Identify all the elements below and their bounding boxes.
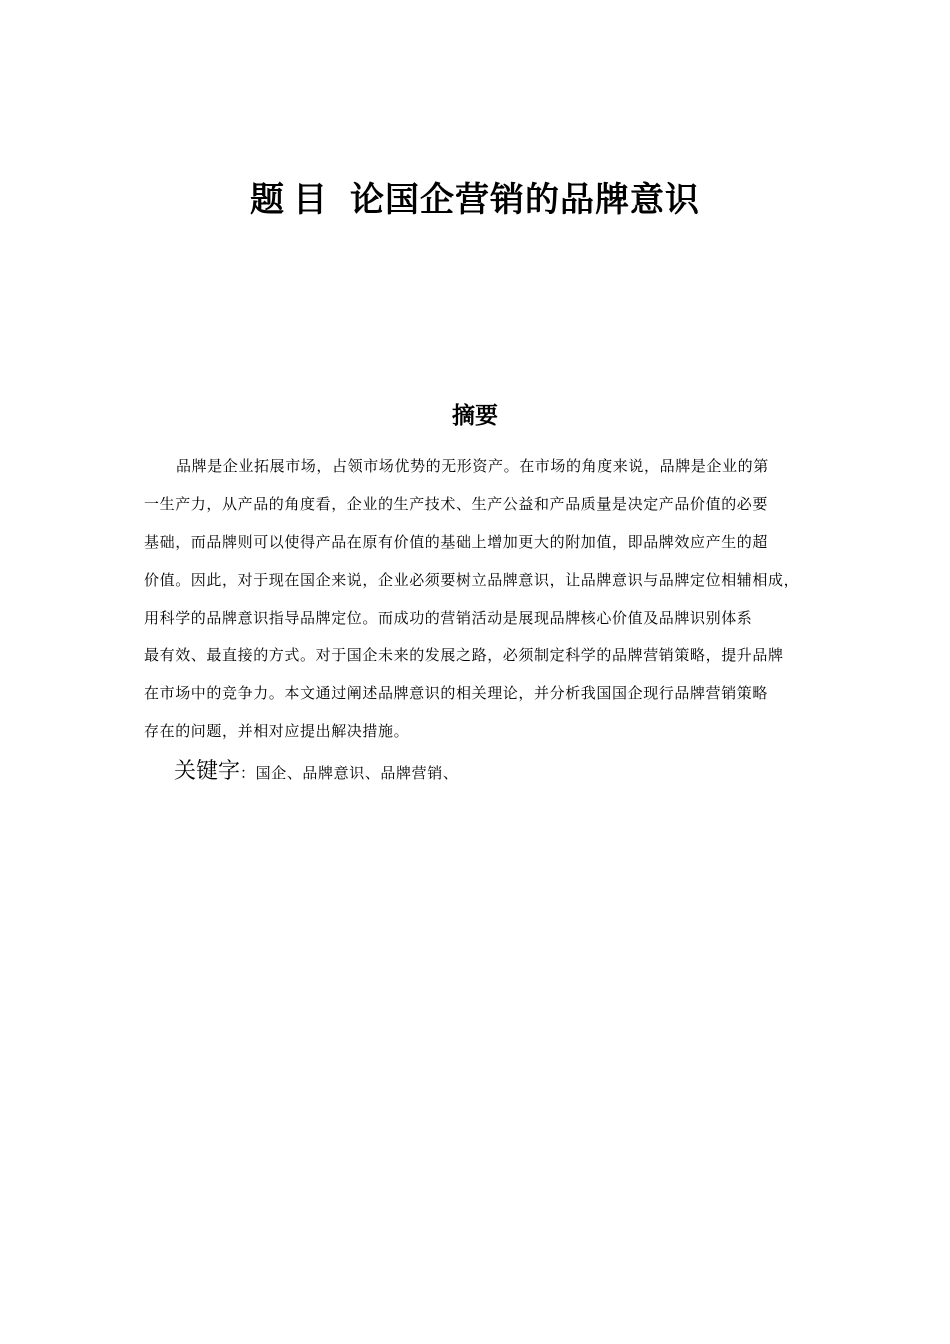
abstract-line: 用科学的品牌意识指导品牌定位。而成功的营销活动是展现品牌核心价值及品牌识别体系 [144,608,753,627]
abstract-line: 一生产力，从产品的角度看，企业的生产技术、生产公益和产品质量是决定产品价值的必要 [144,494,769,513]
abstract-line: 价值。因此，对于现在国企来说，企业必须要树立品牌意识，让品牌意识与品牌定位相辅相成， [144,570,800,589]
keywords-colon: ： [240,764,256,782]
abstract-heading: 摘要 [452,403,498,429]
keywords-value: 国企、品牌意识、品牌营销、 [255,764,459,782]
abstract-line: 品牌是企业拓展市场，占领市场优势的无形资产。在市场的角度来说，品牌是企业的第 [176,457,769,475]
abstract-body [144,448,809,751]
keywords-line [174,752,458,792]
abstract-line: 最有效、最直接的方式。对于国企未来的发展之路，必须制定科学的品牌营销策略，提升品牌 [144,646,784,665]
title-prefix-char-2: 目 [293,180,328,220]
abstract-line: 存在的问题，并相对应提出解决措施。 [144,722,410,741]
abstract-line: 在市场中的竞争力。本文通过阐述品牌意识的相关理论，并分析我国国企现行品牌营销策略 [144,684,769,703]
title-prefix-char-1: 题 [250,180,285,220]
abstract-line: 基础，而品牌则可以使得产品在原有价值的基础上增加更大的附加值，即品牌效应产生的超 [144,532,769,551]
keywords-label: 关键字 [174,759,241,784]
title-main: 论国企营销的品牌意识 [350,180,700,220]
page-title [0,172,950,228]
